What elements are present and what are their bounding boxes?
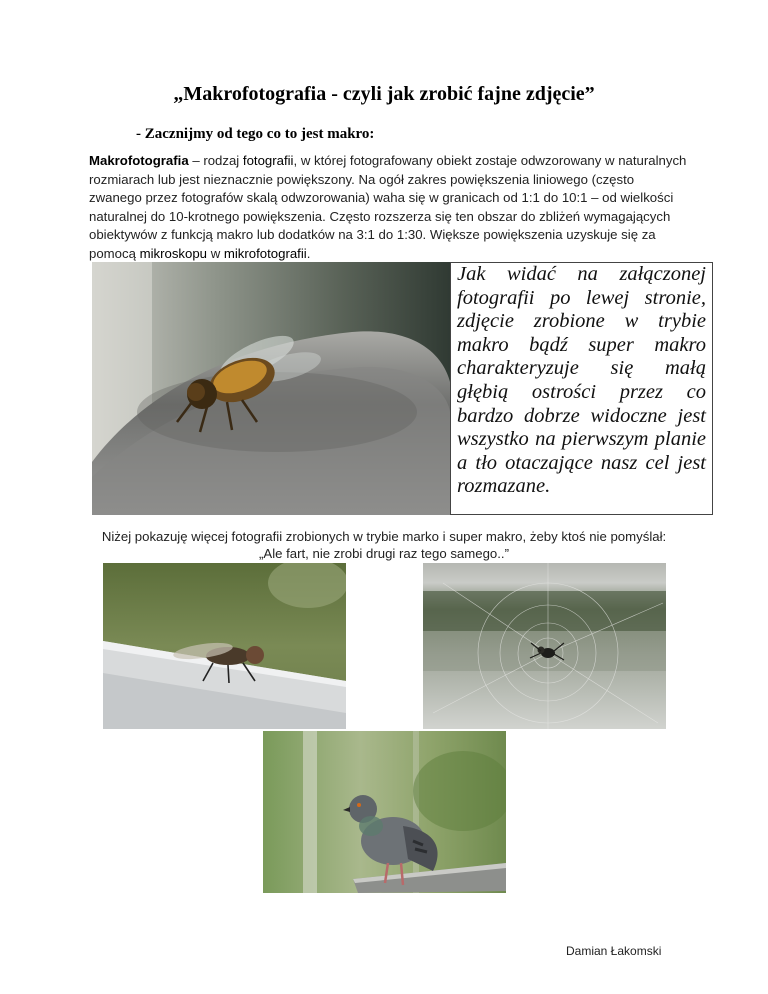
pigeon-photo-icon <box>263 731 506 893</box>
below-text-line1: Niżej pokazuję więcej fotografii zrobionych w trybie marko i super makro, żeby ktoś nie pomyślał: <box>101 529 667 544</box>
link-mikrofotografii[interactable]: mikrofotografii <box>223 245 307 261</box>
photo-spider-web <box>423 563 666 729</box>
photo-fly-on-rail <box>103 563 346 729</box>
fly-photo-icon <box>103 563 346 729</box>
photo-hoverfly <box>92 262 450 515</box>
section-subtitle: - Zacznijmy od tego co to jest makro: <box>136 126 375 142</box>
hoverfly-photo-icon <box>92 262 450 515</box>
photo-pigeon <box>263 731 506 893</box>
below-text-line2: „Ale fart, nie zrobi drugi raz tego samego..” <box>259 546 509 561</box>
author-name: Damian Łakomski <box>566 944 662 958</box>
intro-paragraph: Makrofotografia – rodzaj fotografii, w której fotografowany obiekt zostaje odwzorowany w naturalnych rozmiarach lub jest nieznacznie powiększony. Na ogół zakres powiększenia liniowego (często zwanego przez fotografów skalą odwzorowania) waha się w granicach od 1:1 do 10:1 – od wielkości naturalnej do 10-krotnego powiększenia. Często rozszerza się ten obszar do zbliżeń wymagających obiektywów z funkcją makro lub dodatków na 3:1 do 1:30. Większe powiększenia uzyskuje się za pomocą mikroskopu w mikrofotografii. <box>89 153 687 261</box>
quote-text: Jak widać na załączonej fotografii po lewej stronie, zdjęcie zrobione w trybie makro bądź super makro charakteryzuje się małą głębią ostrości przez co bardzo dobrze widoczne jest wszystko na pierwszym planie a tło otaczające nasz cel jest rozmazane. <box>457 263 706 498</box>
page-title: „Makrofotografia - czyli jak zrobić fajne zdjęcie” <box>173 83 595 105</box>
quote-box <box>450 262 713 515</box>
link-fotografii[interactable]: fotografii <box>242 153 294 168</box>
spider-photo-icon <box>423 563 666 729</box>
term-makrofotografia: Makrofotografia <box>89 153 189 168</box>
link-mikroskopu[interactable]: mikroskopu <box>139 245 208 261</box>
